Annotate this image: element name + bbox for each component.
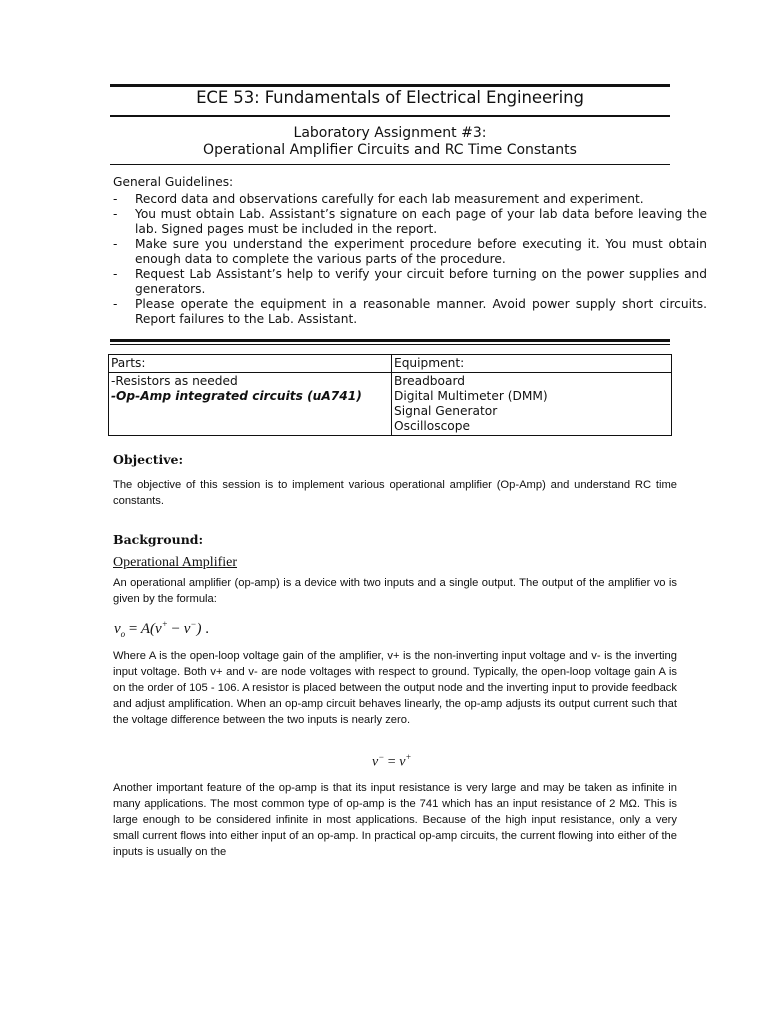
background-para-3: Another important feature of the op-amp is that its input resistance is very large and may be taken as infinite in many applications. The most common type of op-amp is the 741 which has an input resistance of 2 MΩ. This is large enough to be considered infinite in most applications. Because of the high input resistance, only a very small current flows into either input of an op-amp. In practical op-amp circuits, the current flowing into either of the inputs is usually on the	[113, 782, 677, 858]
page-title: ECE 53: Fundamentals of Electrical Engineering	[196, 88, 584, 107]
gain-formula: $v_o = A(v^+ - v^-)$ .	[114, 619, 209, 639]
equipment-item: Digital Multimeter (DMM)	[394, 389, 548, 403]
background-para-2: Where A is the open-loop voltage gain of the amplifier, v+ is the non-inverting input voltage and v- is the inverting input voltage. Both v+ and v- are node voltages with respect to ground. Typically, the open-loop voltage gain A is on the order of 105 - 106. A resistor is placed between the output node and the inverting input to provide feedback and adjust amplification. When an op-amp circuit behaves linearly, the op-amp adjusts its output current such that the voltage difference between the two inputs is nearly zero.	[113, 650, 677, 726]
objective-text: The objective of this session is to implement various operational amplifier (Op-Amp) and understand RC time constants.	[113, 479, 677, 507]
table-row	[109, 373, 672, 436]
equipment-item: Oscilloscope	[394, 419, 470, 433]
guidelines-heading: General Guidelines:	[113, 175, 234, 189]
guidelines-rule-bottom	[110, 344, 670, 345]
guideline-text: Record data and observations carefully for each lab measurement and experiment.	[135, 192, 644, 206]
list-item: - Record data and observations carefully for each lab measurement and experiment.	[113, 192, 644, 206]
list-item: - Request Lab Assistant’s help to verify your circuit before turning on the power supplies and generators.	[113, 267, 707, 296]
part-item: -Resistors as needed	[111, 374, 238, 388]
guideline-text: Request Lab Assistant’s help to verify your circuit before turning on the power supplies and generators.	[135, 267, 707, 296]
list-item: - You must obtain Lab. Assistant’s signature on each page of your lab data before leaving the lab. Signed pages must be included in the report.	[113, 207, 707, 236]
background-para-1: An operational amplifier (op-amp) is a device with two inputs and a single output. The output of the amplifier vo is given by the formula:	[113, 577, 677, 605]
guidelines-list	[113, 192, 707, 327]
guideline-text: Please operate the equipment in a reasonable manner. Avoid power supply short circuits. Report failures to the Lab. Assistant.	[135, 297, 707, 326]
table-row	[109, 355, 672, 373]
objective-heading: Objective:	[113, 452, 184, 467]
equipment-header: Equipment:	[392, 355, 672, 373]
subtitle-rule	[110, 164, 670, 165]
virtual-short-formula: v− = v+	[372, 752, 412, 770]
list-item: - Make sure you understand the experiment procedure before executing it. You must obtain enough data to complete the various parts of the procedure.	[113, 237, 707, 266]
parts-equipment-table	[108, 354, 672, 436]
title-rule	[110, 115, 670, 117]
equipment-item: Breadboard	[394, 374, 466, 388]
background-heading: Background:	[113, 532, 204, 547]
parts-header: Parts:	[109, 355, 392, 373]
guideline-text: You must obtain Lab. Assistant’s signature on each page of your lab data before leaving the lab. Signed pages must be included in the report.	[135, 207, 707, 236]
parts-cell	[109, 373, 392, 436]
subtitle-line-2: Operational Amplifier Circuits and RC Time Constants	[203, 142, 577, 158]
guidelines-rule-top	[110, 339, 670, 342]
opamp-subheading: Operational Amplifier	[113, 555, 238, 570]
part-item: -Op-Amp integrated circuits (uA741)	[111, 389, 362, 403]
subtitle-line-1: Laboratory Assignment #3:	[293, 125, 487, 141]
list-item: - Please operate the equipment in a reasonable manner. Avoid power supply short circuits. Report failures to the Lab. Assistant.	[113, 297, 707, 326]
top-rule	[110, 84, 670, 87]
assignment-subtitle	[110, 125, 670, 159]
equipment-cell	[392, 373, 672, 436]
equipment-item: Signal Generator	[394, 404, 498, 418]
guideline-text: Make sure you understand the experiment procedure before executing it. You must obtain enough data to complete the various parts of the procedure.	[135, 237, 707, 266]
